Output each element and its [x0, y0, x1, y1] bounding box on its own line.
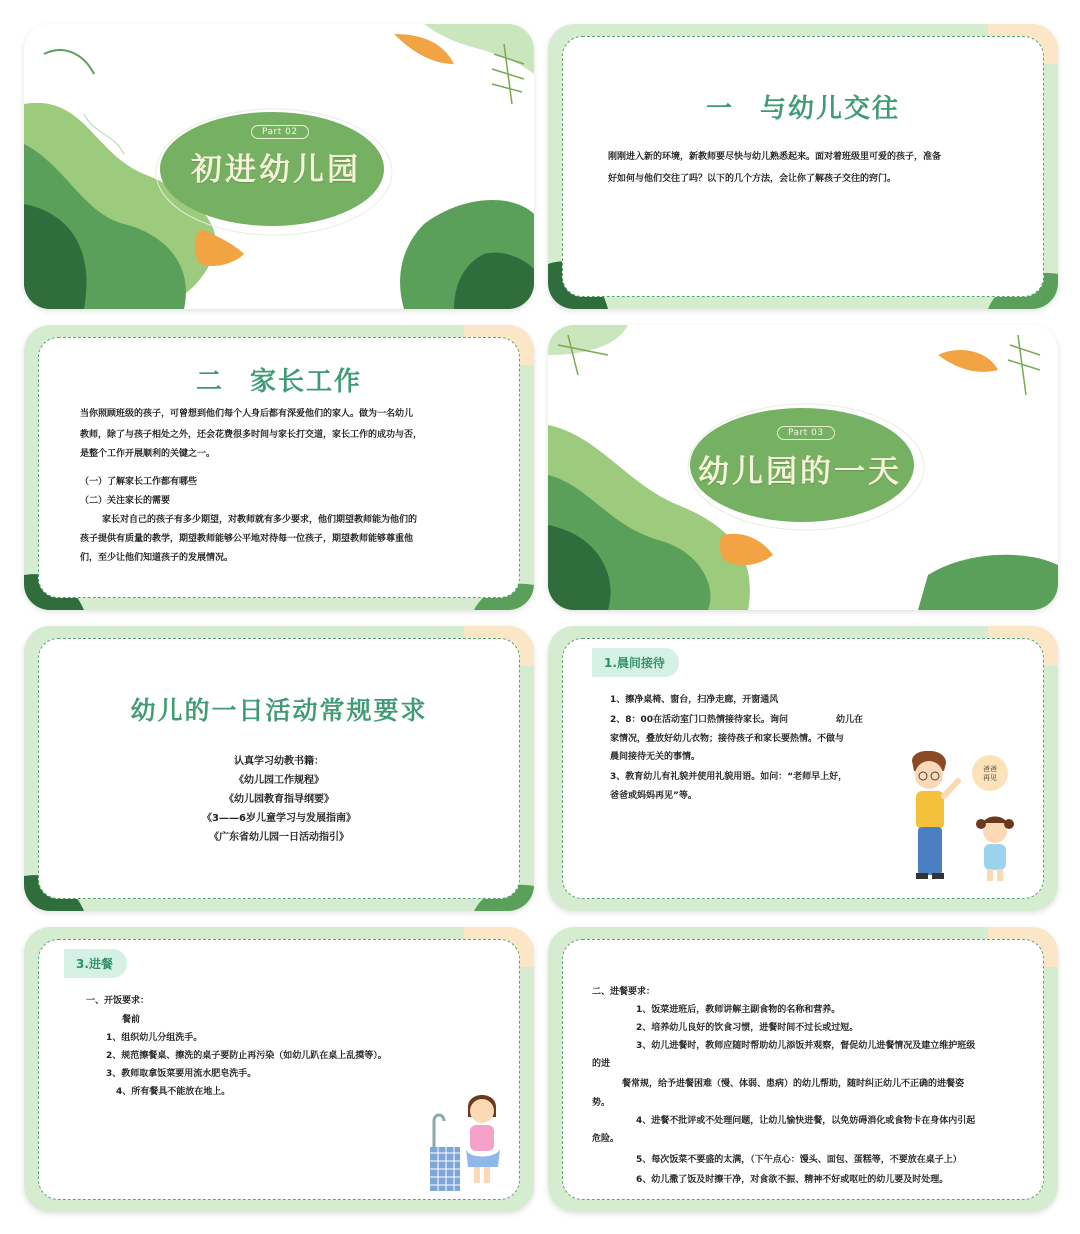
body-line: 2、培养幼儿良好的饮食习惯，进餐时间不过长或过短。: [636, 1023, 859, 1033]
slide-heading: 幼儿的一日活动常规要求: [130, 696, 428, 725]
book-item: 《广东省幼儿园一日活动指引》: [209, 832, 349, 843]
body-line: 4、所有餐具不能放在地上。: [116, 1087, 231, 1097]
bubble-line: 再见: [983, 774, 997, 782]
slide-cover-part3[interactable]: [548, 325, 1058, 610]
body-line: 势。: [592, 1098, 611, 1108]
body-line: 1、擦净桌椅、窗台，扫净走廊，开窗通风: [610, 695, 779, 705]
body-line: 幼儿在: [836, 715, 864, 725]
body-line: 1、组织幼儿分组洗手。: [106, 1033, 203, 1043]
body-line: 教师，除了与孩子相处之外，还会花费很多时间与家长打交道，家长工作的成功与否，: [80, 430, 423, 440]
bubble-line: 爸爸: [983, 765, 997, 773]
heading-number: 一: [705, 94, 734, 124]
body-line: 4、进餐不批评或不处理问题，让幼儿愉快进餐，以免妨碍消化或食物卡在身体内引起: [636, 1116, 976, 1126]
slide-routine[interactable]: [24, 626, 534, 911]
body-line: 家情况，叠放好幼儿衣物；接待孩子和家长要热情。不做与: [610, 734, 845, 744]
body-line: 是整个工作开展顺利的关键之一。: [80, 449, 216, 459]
body-line: 一、开饭要求：: [86, 996, 150, 1006]
slide-interact[interactable]: [548, 24, 1058, 309]
body-line: 危险。: [592, 1134, 620, 1144]
book-intro: 认真学习幼教书籍：: [234, 756, 324, 767]
body-line: 3、教师取拿饭菜要用流水肥皂洗手。: [106, 1069, 257, 1079]
body-line: 好如何与他们交往了吗？以下的几个方法，会让你了解孩子交往的窍门。: [608, 174, 897, 184]
slide-meal-requirements[interactable]: [548, 927, 1058, 1212]
part-label: Part 03: [777, 426, 835, 440]
section-tag: 1.晨间接待: [592, 648, 679, 677]
slide-meal[interactable]: [24, 927, 534, 1212]
body-line: 餐常规，给予进餐困难（慢、体弱、患病）的幼儿帮助，随时纠正幼儿不正确的进餐姿: [622, 1079, 965, 1089]
slide-heading: [24, 361, 534, 398]
slide-cover-part2[interactable]: [24, 24, 534, 309]
slide-morning[interactable]: [548, 626, 1058, 911]
book-item: 《幼儿园教育指导纲要》: [224, 794, 334, 805]
section-tag: 3.进餐: [64, 949, 127, 978]
book-item: 《3——6岁儿童学习与发展指南》: [202, 813, 356, 824]
heading-text: 家长工作: [250, 367, 363, 397]
body-line: 餐前: [122, 1015, 141, 1025]
body-line: 当你照顾班级的孩子，可曾想到他们每个人身后都有深爱他们的家人。做为一名幼儿: [80, 409, 414, 419]
body-line: 2、8：00在活动室门口热情接待家长。询问: [610, 715, 789, 725]
body-line: 1、饭菜进班后，教师讲解主副食物的名称和营养。: [636, 1005, 841, 1015]
body-line: 5、每次饭菜不要盛的太满，（下午点心：馒头、面包、蛋糕等，不要放在桌子上）: [636, 1155, 962, 1165]
handwashing-illustration: [424, 1087, 514, 1197]
slide-parents[interactable]: [24, 325, 534, 610]
slide-heading: [548, 88, 1058, 125]
body-line: 6、幼儿撒了饭及时擦干净，对食欲不振、精神不好或呕吐的幼儿要及时处理。: [636, 1175, 949, 1185]
teacher-child-illustration: [898, 751, 1048, 891]
slide-title: 幼儿园的一天: [698, 454, 902, 490]
heading-number: 二: [195, 367, 224, 397]
part-label: Part 02: [251, 125, 309, 139]
body-line: 3、教育幼儿有礼貌并使用礼貌用语。如问：“老师早上好，: [610, 772, 848, 782]
body-line: 家长对自己的孩子有多少期望，对教师就有多少要求，他们期望教师能为他们的: [102, 515, 418, 525]
body-line: 3、幼儿进餐时，教师应随时帮助幼儿添饭并观察，督促幼儿进餐情况及建立维护班级: [636, 1041, 976, 1051]
book-item: 《幼儿园工作规程》: [234, 775, 324, 786]
body-line: 刚刚进入新的环境，新教师要尽快与幼儿熟悉起来。面对着班级里可爱的孩子，准备: [608, 152, 942, 162]
body-line: 晨间接待无关的事情。: [610, 752, 701, 762]
body-line: （一）了解家长工作都有哪些: [80, 477, 198, 487]
body-line: 2、规范擦餐桌、擦洗的桌子要防止再污染（如幼儿趴在桌上乱摸等）。: [106, 1051, 387, 1061]
body-line: 二、进餐要求：: [592, 987, 656, 997]
heading-text: 与幼儿交往: [760, 94, 901, 124]
body-line: 爸爸或妈妈再见”等。: [610, 791, 697, 801]
slide-title: 初进幼儿园: [191, 152, 361, 188]
body-line: 们，至少让他们知道孩子的发展情况。: [80, 553, 234, 563]
body-line: 的进: [592, 1059, 611, 1069]
body-line: （二）关注家长的需要: [80, 496, 171, 506]
body-line: 孩子提供有质量的教学，期望教师能够公平地对待每一位孩子，期望教师能够尊重他: [80, 534, 414, 544]
